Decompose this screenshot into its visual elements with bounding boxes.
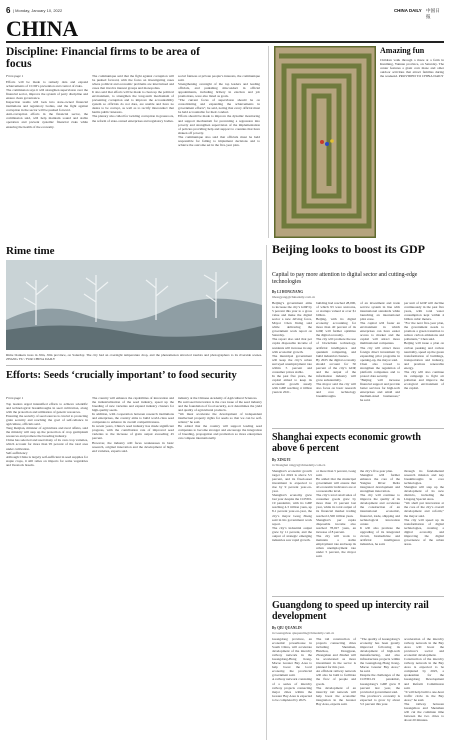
amazing-caption: Children walk through a maze at a farm in Kunming, Yunnan province, on Saturday. The center features a giant corn maze and other outdoor activities that attract families during the weekend. PROVIDED TO CHINA DAILY [380,58,444,79]
sidebar-divider [268,46,269,238]
section-rule [6,41,444,43]
efforts-column-3: industry at the Chinese Academy of Agricultural Sciences. He said seed innovation is the core issue of the seed industry and the foundation of food security, as it determines the yield and quality of agricultural products. “We must accelerate the development of independent intellectual property rights for seeds so that we can be self-reliant,” he said. He added that the country will support leading seed companies to become stronger and encourage the integration of breeding, propagation and promotion so more enterprises can compete internationally. [178,396,262,441]
page-number: 6 [6,6,11,15]
beijing-byline-email: lihongyang@chinadaily.com.cn [272,295,316,299]
shanghai-headline: Shanghai expects economic growth above 6 percent [272,432,421,454]
rime-headline: Rime time [6,245,55,257]
guangdong-byline: By QIU QUANLIN [272,626,302,630]
rime-photo [6,260,262,350]
guangdong-column-1: Guangdong province, an economic powerhouse in South China, will accelerate development of the intercity railway network in the Guangdong-Hong Kong-Macao Greater Bay Area to help boost the local economy, the provincial government said. A railway network consisting of a series of intercity railway projects connecting major cities within the Greater Bay Area is expected to be completed by 2025. [272,637,312,702]
shanghai-column-4: through its fundamental research mission and key breakthroughs in core technologies. Shanghai will step up the development of its new districts, including the Lingang Special Area. “We shall put innovation at the core of the city’s overall development and reform,” the mayor said. The city will speed up its transformation of digital technologies, creating a digital economy and improving the digital governance of the urban areas. [404,469,444,546]
amazing-photo [274,46,376,238]
shanghai-rule [272,596,444,597]
discipline-headline: Discipline: Financial firms to be area of focus [6,46,200,70]
beijing-subheadline: Capital to pay more attention to digital sector and cutting-edge technologies [272,272,418,285]
discipline-column-3: social fairness at private people’s interests, the communique said. Strengthening oversight of the top leaders and leading officials, and punishing misconduct in official appointments, including bribery in election and job promotions, were also listed as goals. “The current focus of supervision should be on consolidating and expanding the achievements in government efforts”, he said, noting that every official must be held accountable for their conduct. Efforts should be made to improve the dynamic monitoring and support mechanism for preventing a regression into poverty and strengthen supervision of the implementation of policies providing help and support to counties that have shaken off poverty. The communique also said that officials must be held responsible for failing to implement decisions and to achieve the outcome set in the five-year plan. [178,74,260,147]
column-divider [266,245,267,740]
section-title: CHINA [6,16,78,41]
masthead [6,6,444,19]
beijing-headline: Beijing looks to boost its GDP [272,242,426,256]
beijing-column-2: building had reached 28,000, of which 93 were unicorns, or startups valued at over $1 billion. Beijing, with its digital economy accounting for more than 40 percent of its GDP, will further optimize the digital economy. The city will promote the use of blockchain technology, artificial intelligence and quantum computing, and build industrial clusters. By 2025 the digital economy should account for 50 percent of the city’s GDP, and the output of the information industry will grow substantially. The mayor said the city will also focus on basic research and core technology breakthroughs. [316,301,356,399]
guangdong-column-3: “The quality of Guangdong’s economy has been greatly improved following its development of high-tech manufacturing, and also infrastructure projects within the Guangdong-Hong Kong-Macao Greater Bay Area,” he said. Despite the challenges of the COVID-19 pandemic, Guangdong’s GDP grew 8 percent last year, the provincial government said. The province’s economy is expected to grow by about 5.5 percent this year. [360,637,400,706]
guangdong-byline-email: in Guangzhou qiuquanlin@chinadaily.com.cn [272,631,335,635]
discipline-byline: From page 1 [6,74,24,78]
guangdong-column-4: acceleration of the intercity railway network in the Bay Area will boost the province’s social and economic development. Construction of the intercity railway network in the Bay Area is expected to be completed by 2025, a spokesman for the Guangdong Development and Reform Commission said. “It will help build a one-hour traffic circle in the Bay Area,” he said. The railway between Guangzhou and Shenzhen will cut the commute time between the two cities to about 20 minutes. [404,637,444,722]
discipline-column-1: Efforts will be made to remedy data and expand achievements of CCDI’s prevention and control of risks. The commission says it will strengthen supervision over the financial sector, improve the system of party discipline and ensure clean governance. Inspection teams will look into state-owned financial institutions and regulatory bodies, and the fight against corruption in the sector will be pushed forward. Anti-corruption efforts in the financial sector, the commission said, will help maintain sound and stable operation and prevent systemic financial risks while ensuring the health of the economy. [6,80,88,129]
rime-photo-graphic [6,260,262,350]
efforts-column-2: The country will enhance the capabilities of innovation and the industrialization of the seed industry, speed up the breeding of new varieties and expand industry clusters for high-quality seeds. In addition, with cooperation between research institutions and enterprises, the country aims to build world-class seed companies to enhance its overall competitiveness. In recent years, China’s seed industry has made significant progress, with the contribution rate of improved seed varieties to the increase of grain output exceeding 45 percent. However, the industry still faces weaknesses in basic research, original innovation and the development of high-end varieties, experts said. [92,396,174,453]
shanghai-column-1: Shanghai’s economic growth target for 2022 is above 5.5 percent, and its fixed-asset investment is expected to rise by 9 percent year-on-year. Shanghai’s economy grew last year despite the COVID-19 pandemic, with its GDP reaching 4.3 trillion yuan, up 8.1 percent year-on-year, the city’s mayor Gong Zheng said in his government work report. The city’s industrial output grew by 11 percent, and the output of strategic emerging industries saw rapid growth. [272,469,312,542]
discipline-column-2: The communique said that the fight against corruption will be pushed forward, with the focus on investigating cases where political and economic problems are intertwined and cases that involve interest groups and monopolies. It also said that efforts will be made to clean up the political environment, to strengthen the long-term mechanism of preventing corruption and to improve the accountability system so officials do not dare, are unable and have no desire to be corrupt, as well as to rectify misconduct that harms public interests. The plenary also called for tackling corruption in grassroots, the reform of state-owned enterprises and regulatory bodies. [92,74,174,123]
maze-photo-graphic [274,46,376,238]
beijing-column-4: per unit of GDP will decline continuously in the past five years, with total water consumption kept within 4 billion cubic meters. “For the next five-year plan, the government needs to promote a green transition to reduce carbon emissions and pollutants,” Chen said. Beijing will issue a plan on carbon peaking and carbon neutrality, speed up the green transformation of buildings, transportation and industry, and promote renewable energy. The city will also continue its campaign to fight air pollution and improve the ecological environment of the capital. [404,301,444,390]
beijing-column-3: of an investment and trade service system in line with international standards while launching an international pilot zone. The capital will foster an environment in which enterprises can have easier access to market and the capital will attract more multinational companies. The city will attract more foreign direct investment by expanding pilot programs in opening-up, the mayor said. Chen also vowed to strengthen the regulation of platform companies and to protect data security. “Beijing will increase financial support and provide better services for high-tech enterprises and small and medium-sized businesses,” he said. [360,301,400,403]
shanghai-column-3: the city’s five-year plan. Shanghai will further enhance the core of the Yangtze River Delta integrated development and strengthen innovation. The city will continue to improve the quality of its development and accelerate the construction of an international economic, financial, trade, shipping and technological innovation center. It will also promote the upgrading of its integrated circuit, biomedicine and artificial intelligence industries, he said. [360,469,400,546]
shanghai-byline: By XINGYI [272,458,291,462]
beijing-rule [272,428,444,429]
efforts-column-1: Top leaders urged intensified efforts to achieve scientific and technological breakthroughs in seed cultivation, along with the protection and utilization of genetic resources. Ensuring the security of seed sources is crucial to protecting grain security and reaching the goal of self-reliance in agriculture, officials said. Tang Renjian, minister of agriculture and rural affairs, said the ministry will step up the protection of crop germplasm resources and promote the breeding industry. China has selected and used many of its own crop varieties, which account for more than 95 percent of the total area under cultivation. Self-sufficiency Although China is largely self-sufficient in seed supplies for staple crops, it still relies on imports for some vegetables and livestock breeds. [6,402,88,467]
beijing-column-1: Beijing’s government aims to increase the city’s GDP by 5 percent this year to a gross value and make the digital sector a new driving force, Mayor Chen Jining said while delivering the government work report on Saturday. The report also said that per capita disposable income of residents will increase in step with economic growth. The municipal government will keep the city’s urban surveyed unemployment rate within 5 percent and consumer prices stable. In the past five years, the capital aimed to keep its economic growth steady with GDP reaching 4 trillion yuan in 2021. [272,301,312,395]
brand-name-cn: 中国日报 [426,7,440,19]
guangdong-headline: Guangdong to speed up intercity rail development [272,600,429,622]
efforts-headline: Efforts: Seeds ‘crucially important’ to food security [6,370,237,381]
date-line: | Monday, January 10, 2022 [13,8,63,13]
efforts-byline: From page 1 [6,396,24,400]
guangdong-column-2: The rail construction of projects connecting cities including Shenzhen, Huizhou, Dongguan, Zhongshan and Zhuhai will be accelerated as more investment in the sector is planned for this year. An efficient railway network will also be built to facilitate the flow of people and goods. The development of an intercity rail network will help boost the economic integration in the Greater Bay Area, experts said. [316,637,356,706]
amazing-headline: Amazing fun [380,46,425,55]
brand-name: CHINA DAILY [394,8,422,13]
rime-caption: Rime blankets trees in Jilin, Jilin province, on Saturday. The city had an overnight temperature drop, and the phenomenon attracted tourists and photographers to its riverside scenes. ZHANG YU / FOR CHINA DAILY [6,353,262,362]
shanghai-byline-email: in Shanghai xingyi@chinadaily.com.cn [272,463,326,467]
beijing-byline: By LI HONGYANG [272,290,304,294]
rime-rule [6,365,262,366]
shanghai-column-2: or more than 5 percent, Gong said. He added that the municipal government will ensure that all economic indicators are at a reasonable level. The city’s total retail sales of consumer goods grew by more than 13 percent last year, while its total output of its financial market trading reached 2,500 trillion yuan. Shanghai’s per capita disposable income also reached 78,027 yuan, an increase of 8 percent. The city will work to maintain a stable employment rate and keep its urban unemployment rate under 5 percent, the mayor said. [316,469,356,558]
